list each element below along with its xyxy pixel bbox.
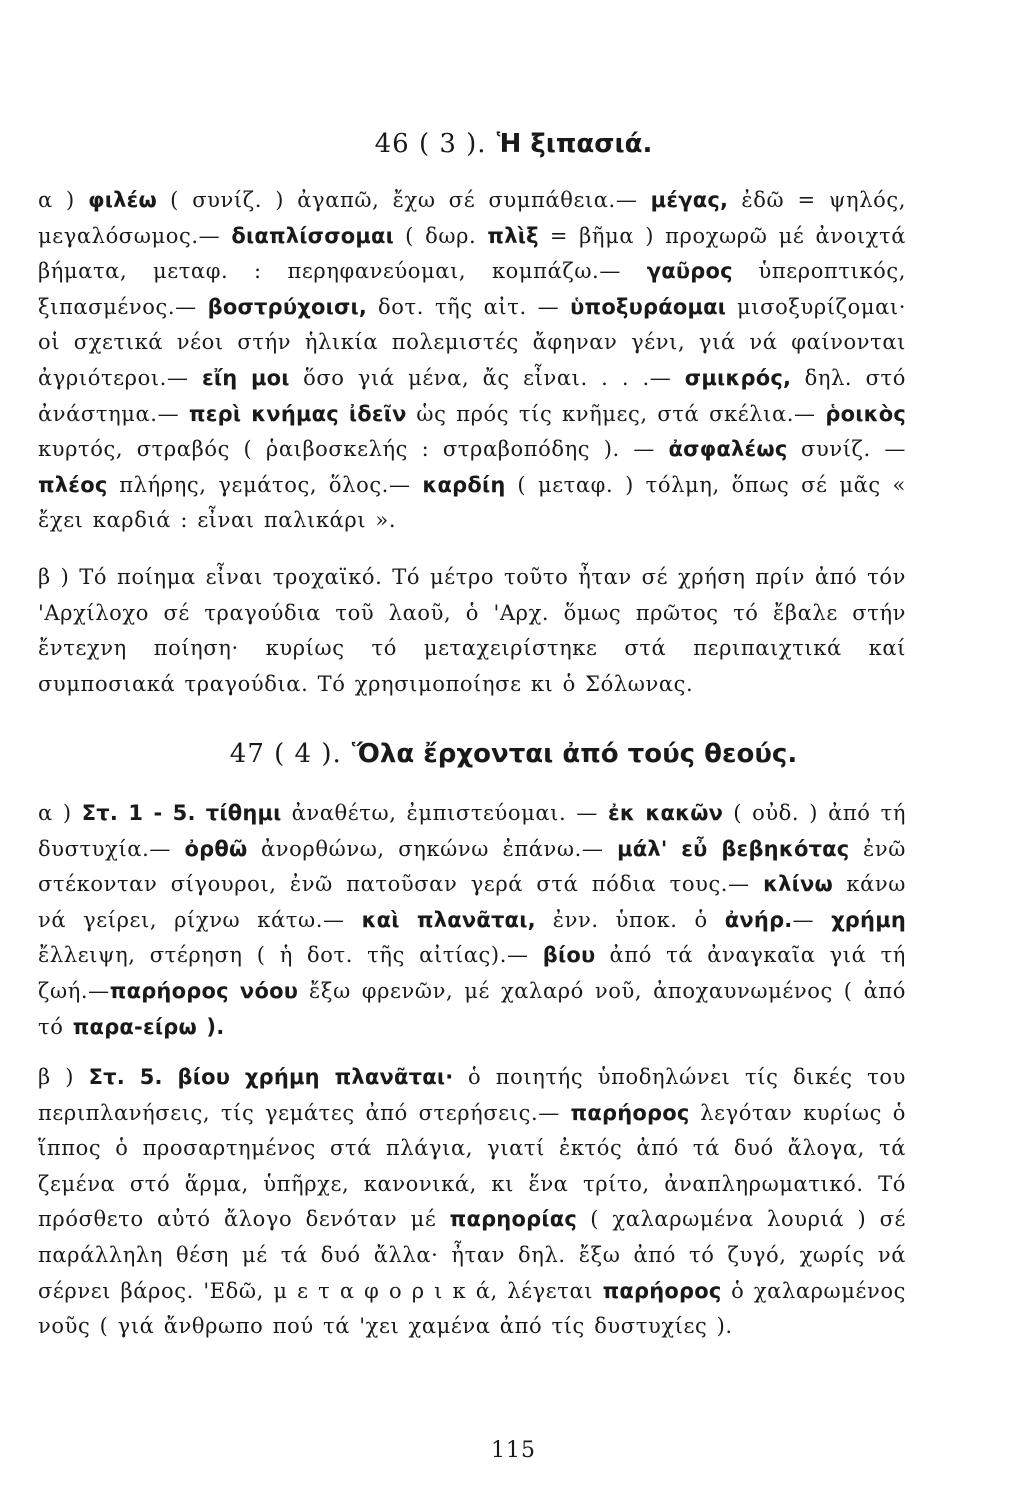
section-number: 46 ( 3 ).: [374, 129, 487, 159]
text-run: ἀνορθώνω, σηκώνω ἐπάνω.—: [247, 836, 618, 861]
text-run: [196, 801, 206, 825]
text-run: κάνω νά γείρει, ρίχνω κάτω.—: [38, 872, 906, 932]
text-run: ( συνίζ. ) ἀγαπῶ, ἔχω σέ συμπάθεια.—: [156, 188, 651, 212]
text-run: κυρτός, στραβός ( ῥαιβοσκελής : στραβοπόδης ). —: [38, 437, 669, 462]
text-run: ἀπό τά ἀναγκαῖα γιά τή ζωή.—: [38, 943, 906, 1003]
section-47-paragraph-a: [38, 796, 906, 1045]
bold-term: μάλ' εὖ βεβηκότας: [617, 836, 850, 861]
bold-term: καὶ πλανᾶται,: [361, 907, 536, 932]
bold-term: ἀνήρ.: [724, 907, 793, 932]
text-run: ( χαλαρωμένα λουριά ) σέ παράλληλη θέση μέ τά δυό ἄλλα· ἦταν δηλ. ἔξω ἀπό τό ζυγό, χωρίς νά σέρνει βάρος. 'Εδῶ, μ ε τ α φ ο ρ ι κ ά, λέγεται: [38, 1207, 906, 1303]
bold-term: κλίνω: [763, 872, 834, 897]
bold-term: παρα-είρω ).: [72, 1014, 225, 1039]
bold-term: ἐκ κακῶν: [608, 801, 724, 825]
section-46-heading: [0, 128, 1027, 160]
text-run: ἀναθέτω, ἐμπιστεύομαι. —: [281, 801, 609, 825]
text-run: ὁ χαλαρωμένος νοῦς ( γιά ἄνθρωπο πού τά 'χει χαμένα ἀπό τίς δυστυχίες ).: [38, 1278, 906, 1339]
text-run: ἐνν. ὑποκ. ὁ: [535, 907, 725, 932]
bold-term: ὑποξυράομαι: [570, 294, 727, 319]
bold-term: βίου: [542, 943, 596, 968]
section-47-heading: [0, 738, 1027, 770]
section-number: 47 ( 4 ).: [229, 739, 342, 769]
text-run: α ): [38, 188, 89, 212]
text-run: πλήρης, γεμάτος, ὅλος.—: [107, 472, 423, 497]
bold-term: βοστρύχοισι,: [207, 294, 368, 319]
bold-term: ἀσφαλέως: [668, 437, 788, 462]
text-run: ( δωρ.: [394, 223, 488, 248]
bold-term: φιλέω: [88, 188, 157, 212]
text-run: β ): [38, 1065, 89, 1089]
section-46-paragraph-a: [38, 183, 906, 539]
bold-term: παρηορίας: [449, 1207, 577, 1232]
text-run: δηλ. στό ἀνάστημα.—: [38, 365, 906, 426]
text-run: συνίζ. —: [787, 437, 906, 462]
text-run: ( οὐδ. ) ἀπό τή δυστυχία.—: [38, 801, 907, 861]
bold-term: πλέος: [38, 472, 108, 497]
text-run: ὅσο γιά μένα, ἄς εἶναι. . . .—: [289, 365, 685, 390]
bold-term: διαπλίσσομαι: [231, 223, 395, 248]
bold-term: καρδίη: [422, 472, 506, 497]
text-run: α ): [38, 801, 82, 825]
section-46-paragraph-b: [38, 560, 906, 702]
text-run: ὑπεροπτικός, ξιπασμένος.—: [38, 259, 906, 319]
bold-term: εἴη μοι: [201, 365, 290, 390]
bold-term: πλὶξ: [487, 223, 539, 248]
text-run: ἔλλειψη, στέρηση ( ἡ δοτ. τῆς αἰτίας).—: [38, 943, 543, 968]
section-title: Ἡ ξιπασιά.: [496, 129, 653, 159]
section-title: Ὅλα ἔρχονται ἀπό τούς θεούς.: [351, 739, 798, 769]
text-run: ἐνῶ στέκονταν σίγουροι, ἐνῶ πατοῦσαν γερά στά πόδια τους.—: [38, 836, 906, 897]
bold-term: ῥοικὸς: [825, 401, 906, 426]
text-run: ὁ ποιητής ὑποδηλώνει τίς δικές του περιπλανήσεις, τίς γεμάτες ἀπό στερήσεις.—: [38, 1065, 906, 1125]
bold-term: γαῦρος: [646, 259, 733, 284]
bold-term: ὀρθῶ: [184, 836, 248, 861]
text-run: —: [792, 907, 832, 932]
bold-term: σμικρός,: [684, 365, 792, 390]
section-47-paragraph-b: [38, 1060, 906, 1345]
bold-term: παρήορος: [602, 1278, 722, 1303]
text-run: λεγόταν κυρίως ὁ ἵππος ὁ προσαρτημένος στά πλάγια, γιατί ἐκτός ἀπό τά δυό ἄλογα, τά ζεμένα στό ἅρμα, ὑπῆρχε, κανονικά, κι ἕνα τρίτο, ἀναπληρωματικό. Τό πρόσθετο αὐτό ἄλογο δενόταν μέ: [38, 1100, 906, 1232]
bold-term: παρήορος: [570, 1100, 690, 1125]
text-run: ἐδῶ = ψηλός, μεγαλόσωμος.—: [38, 188, 906, 248]
bold-term: Στ. 5. βίου χρήμη πλανᾶται·: [88, 1065, 454, 1089]
text-run: ἔξω φρενῶν, μέ χαλαρό νοῦ, ἀποχαυνωμένος ( ἀπό τό: [38, 978, 906, 1039]
text-run: μισοξυρίζομαι· οἱ σχετικά νέοι στήν ἡλικία πολεμιστές ἄφηναν γένι, γιά νά φαίνονται ἀγριότεροι.—: [38, 294, 906, 390]
bold-term: χρήμη: [831, 907, 906, 932]
text-run: β ) Τό ποίημα εἶναι τροχαϊκό. Τό μέτρο τοῦτο ἦταν σέ χρήση πρίν ἀπό τόν 'Αρχίλοχο σέ τραγούδια τοῦ λαοῦ, ὁ 'Αρχ. ὅμως πρῶτος τό ἔβαλε στήν ἔντεχνη ποίηση· κυρίως τό μεταχειρίστηκε στά περιπαιχτικά καί συμποσιακά τραγούδια. Τό χρησιμοποίησε κι ὁ Σόλωνας.: [38, 565, 906, 696]
text-run: ( μεταφ. ) τόλμη, ὅπως σέ μᾶς « ἔχει καρδιά : εἶναι παλικάρι ».: [38, 472, 907, 533]
bold-term: Στ. 1 - 5.: [81, 801, 196, 825]
text-run: ὡς πρός τίς κνῆμες, στά σκέλια.—: [406, 401, 826, 426]
text-run: = βῆμα ) προχωρῶ μέ ἀνοιχτά βήματα, μεταφ. : περηφανεύομαι, κομπάζω.—: [38, 223, 906, 284]
page-number: 115: [491, 1438, 536, 1463]
text-run: δοτ. τῆς αἰτ. —: [367, 294, 571, 319]
bold-term: μέγας,: [650, 188, 729, 212]
bold-term: παρήορος νόου: [109, 978, 299, 1003]
bold-term: τίθημι: [205, 801, 282, 825]
bold-term: περὶ κνήμας ἰδεῖν: [188, 401, 407, 426]
